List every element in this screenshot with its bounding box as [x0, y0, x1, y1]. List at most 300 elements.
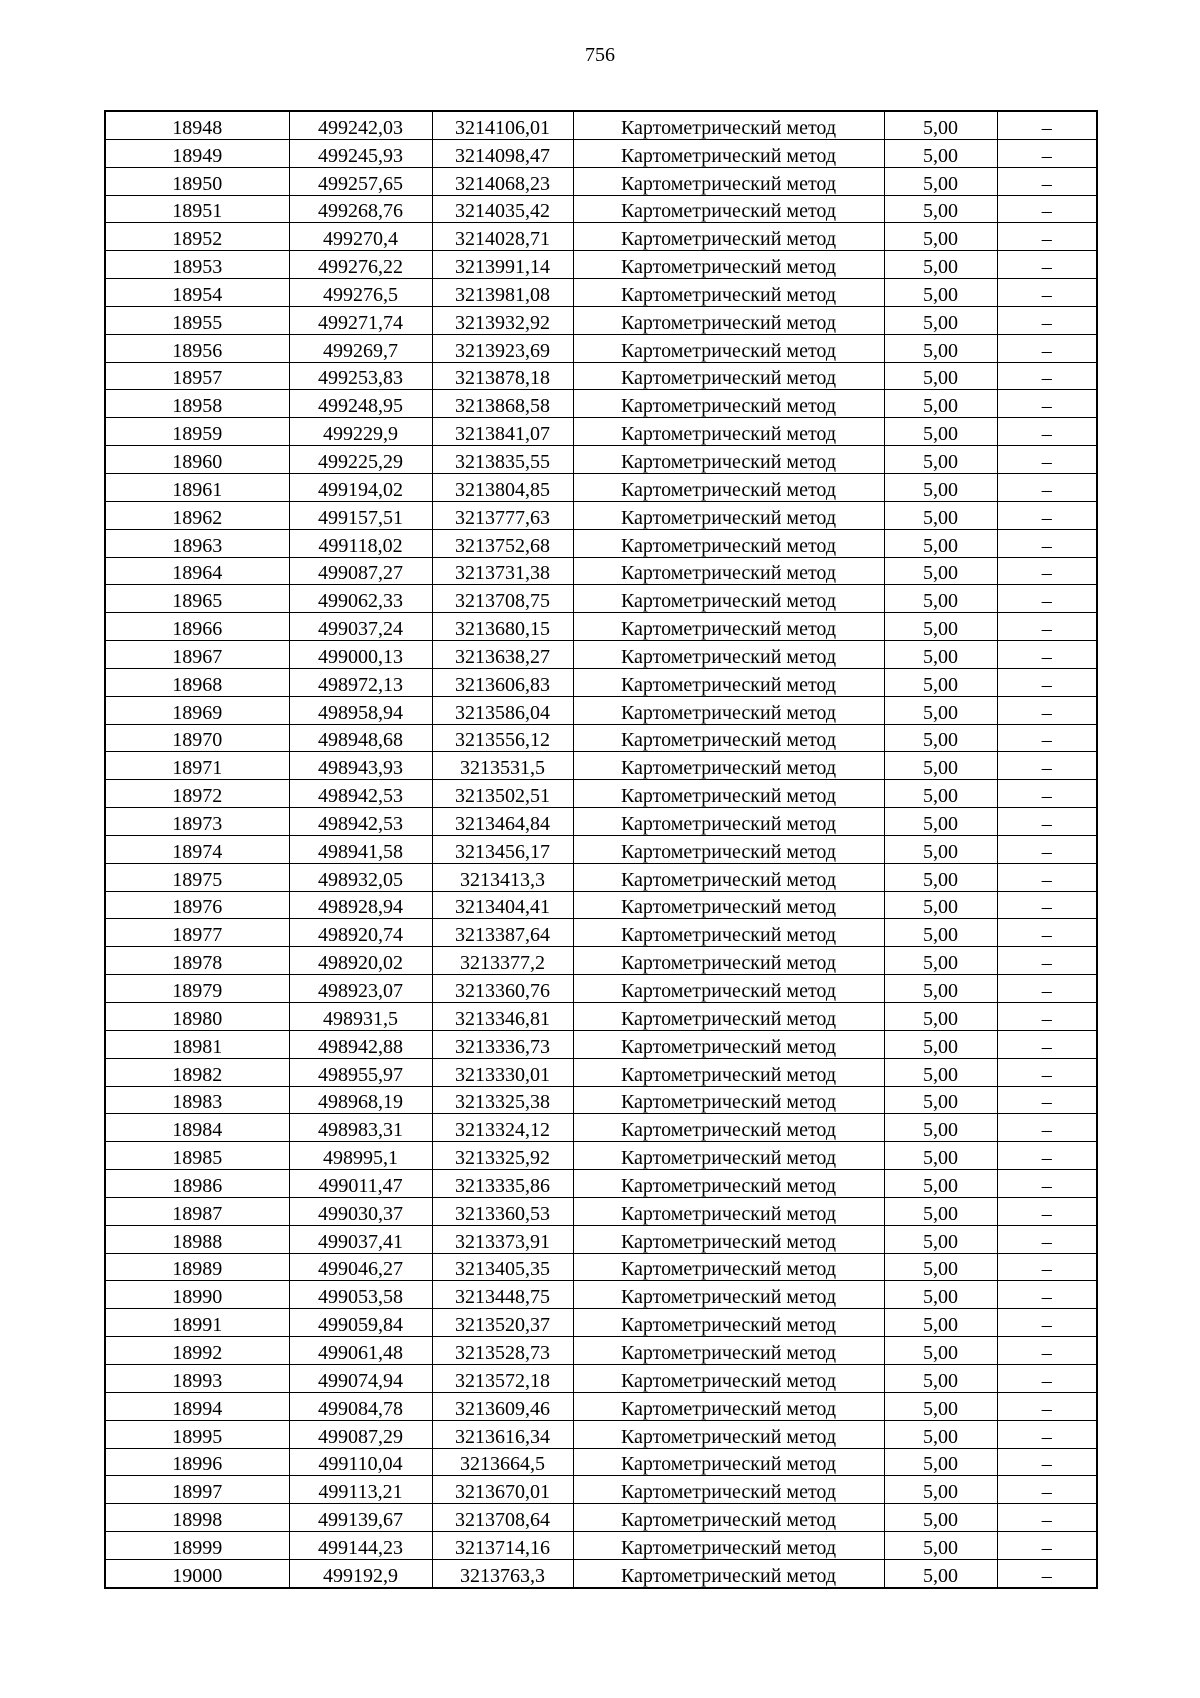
- method-cell: Картометрический метод: [573, 863, 884, 891]
- method-cell: Картометрический метод: [573, 362, 884, 390]
- y-coordinate-cell: 3213346,81: [432, 1003, 573, 1031]
- dash-cell: –: [997, 752, 1097, 780]
- method-cell: Картометрический метод: [573, 1559, 884, 1587]
- method-cell: Картометрический метод: [573, 390, 884, 418]
- point-number-cell: 18963: [105, 529, 289, 557]
- table-row: [105, 808, 1097, 836]
- method-cell: Картометрический метод: [573, 1420, 884, 1448]
- point-number-cell: 18950: [105, 167, 289, 195]
- x-coordinate-cell: 499030,37: [289, 1197, 432, 1225]
- accuracy-cell: 5,00: [884, 1058, 997, 1086]
- table-row: [105, 780, 1097, 808]
- y-coordinate-cell: 3213528,73: [432, 1337, 573, 1365]
- x-coordinate-cell: 499087,29: [289, 1420, 432, 1448]
- x-coordinate-cell: 499110,04: [289, 1448, 432, 1476]
- dash-cell: –: [997, 668, 1097, 696]
- x-coordinate-cell: 498995,1: [289, 1142, 432, 1170]
- method-cell: Картометрический метод: [573, 1504, 884, 1532]
- table-row: [105, 1532, 1097, 1560]
- x-coordinate-cell: 499248,95: [289, 390, 432, 418]
- x-coordinate-cell: 498920,02: [289, 947, 432, 975]
- dash-cell: –: [997, 1225, 1097, 1253]
- y-coordinate-cell: 3213405,35: [432, 1253, 573, 1281]
- method-cell: Картометрический метод: [573, 696, 884, 724]
- method-cell: Картометрический метод: [573, 1114, 884, 1142]
- point-number-cell: 18988: [105, 1225, 289, 1253]
- dash-cell: –: [997, 1003, 1097, 1031]
- table-row: [105, 473, 1097, 501]
- y-coordinate-cell: 3214035,42: [432, 195, 573, 223]
- point-number-cell: 18961: [105, 473, 289, 501]
- table-row: [105, 1420, 1097, 1448]
- y-coordinate-cell: 3213324,12: [432, 1114, 573, 1142]
- accuracy-cell: 5,00: [884, 1253, 997, 1281]
- y-coordinate-cell: 3213991,14: [432, 251, 573, 279]
- accuracy-cell: 5,00: [884, 1142, 997, 1170]
- dash-cell: –: [997, 808, 1097, 836]
- point-number-cell: 18974: [105, 835, 289, 863]
- x-coordinate-cell: 498948,68: [289, 724, 432, 752]
- x-coordinate-cell: 499276,5: [289, 279, 432, 307]
- point-number-cell: 18990: [105, 1281, 289, 1309]
- x-coordinate-cell: 499225,29: [289, 446, 432, 474]
- y-coordinate-cell: 3213502,51: [432, 780, 573, 808]
- point-number-cell: 18948: [105, 111, 289, 139]
- point-number-cell: 18975: [105, 863, 289, 891]
- method-cell: Картометрический метод: [573, 1003, 884, 1031]
- accuracy-cell: 5,00: [884, 1504, 997, 1532]
- dash-cell: –: [997, 1058, 1097, 1086]
- y-coordinate-cell: 3214028,71: [432, 223, 573, 251]
- table-body: [105, 111, 1097, 1588]
- x-coordinate-cell: 499144,23: [289, 1532, 432, 1560]
- y-coordinate-cell: 3213531,5: [432, 752, 573, 780]
- y-coordinate-cell: 3213330,01: [432, 1058, 573, 1086]
- dash-cell: –: [997, 975, 1097, 1003]
- dash-cell: –: [997, 1114, 1097, 1142]
- point-number-cell: 18986: [105, 1170, 289, 1198]
- table-row: [105, 1309, 1097, 1337]
- method-cell: Картометрический метод: [573, 195, 884, 223]
- table-row: [105, 529, 1097, 557]
- method-cell: Картометрический метод: [573, 1476, 884, 1504]
- dash-cell: –: [997, 1337, 1097, 1365]
- y-coordinate-cell: 3213464,84: [432, 808, 573, 836]
- table-row: [105, 167, 1097, 195]
- x-coordinate-cell: 498928,94: [289, 891, 432, 919]
- table-row: [105, 501, 1097, 529]
- dash-cell: –: [997, 167, 1097, 195]
- method-cell: Картометрический метод: [573, 891, 884, 919]
- dash-cell: –: [997, 501, 1097, 529]
- accuracy-cell: 5,00: [884, 863, 997, 891]
- dash-cell: –: [997, 473, 1097, 501]
- table-row: [105, 1559, 1097, 1587]
- point-number-cell: 19000: [105, 1559, 289, 1587]
- accuracy-cell: 5,00: [884, 1476, 997, 1504]
- x-coordinate-cell: 499053,58: [289, 1281, 432, 1309]
- accuracy-cell: 5,00: [884, 1532, 997, 1560]
- accuracy-cell: 5,00: [884, 1448, 997, 1476]
- x-coordinate-cell: 499059,84: [289, 1309, 432, 1337]
- accuracy-cell: 5,00: [884, 724, 997, 752]
- accuracy-cell: 5,00: [884, 947, 997, 975]
- table-row: [105, 251, 1097, 279]
- x-coordinate-cell: 498955,97: [289, 1058, 432, 1086]
- x-coordinate-cell: 499011,47: [289, 1170, 432, 1198]
- point-number-cell: 18953: [105, 251, 289, 279]
- dash-cell: –: [997, 641, 1097, 669]
- accuracy-cell: 5,00: [884, 306, 997, 334]
- x-coordinate-cell: 499087,27: [289, 557, 432, 585]
- y-coordinate-cell: 3213868,58: [432, 390, 573, 418]
- y-coordinate-cell: 3213777,63: [432, 501, 573, 529]
- table-row: [105, 1003, 1097, 1031]
- point-number-cell: 18952: [105, 223, 289, 251]
- x-coordinate-cell: 499253,83: [289, 362, 432, 390]
- method-cell: Картометрический метод: [573, 585, 884, 613]
- point-number-cell: 18978: [105, 947, 289, 975]
- dash-cell: –: [997, 1559, 1097, 1587]
- point-number-cell: 18996: [105, 1448, 289, 1476]
- table-row: [105, 668, 1097, 696]
- accuracy-cell: 5,00: [884, 1281, 997, 1309]
- table-row: [105, 891, 1097, 919]
- x-coordinate-cell: 498941,58: [289, 835, 432, 863]
- y-coordinate-cell: 3213708,75: [432, 585, 573, 613]
- y-coordinate-cell: 3213448,75: [432, 1281, 573, 1309]
- y-coordinate-cell: 3213638,27: [432, 641, 573, 669]
- accuracy-cell: 5,00: [884, 167, 997, 195]
- x-coordinate-cell: 499194,02: [289, 473, 432, 501]
- dash-cell: –: [997, 1364, 1097, 1392]
- method-cell: Картометрический метод: [573, 1142, 884, 1170]
- method-cell: Картометрический метод: [573, 1532, 884, 1560]
- accuracy-cell: 5,00: [884, 891, 997, 919]
- y-coordinate-cell: 3214106,01: [432, 111, 573, 139]
- x-coordinate-cell: 499037,24: [289, 613, 432, 641]
- accuracy-cell: 5,00: [884, 1337, 997, 1365]
- method-cell: Картометрический метод: [573, 724, 884, 752]
- x-coordinate-cell: 499046,27: [289, 1253, 432, 1281]
- table-row: [105, 1364, 1097, 1392]
- y-coordinate-cell: 3213520,37: [432, 1309, 573, 1337]
- dash-cell: –: [997, 1476, 1097, 1504]
- y-coordinate-cell: 3213664,5: [432, 1448, 573, 1476]
- method-cell: Картометрический метод: [573, 111, 884, 139]
- dash-cell: –: [997, 223, 1097, 251]
- y-coordinate-cell: 3214068,23: [432, 167, 573, 195]
- table-row: [105, 1281, 1097, 1309]
- dash-cell: –: [997, 279, 1097, 307]
- method-cell: Картометрический метод: [573, 1058, 884, 1086]
- point-number-cell: 18980: [105, 1003, 289, 1031]
- table-row: [105, 919, 1097, 947]
- point-number-cell: 18981: [105, 1030, 289, 1058]
- point-number-cell: 18967: [105, 641, 289, 669]
- table-row: [105, 752, 1097, 780]
- method-cell: Картометрический метод: [573, 975, 884, 1003]
- dash-cell: –: [997, 1504, 1097, 1532]
- point-number-cell: 18987: [105, 1197, 289, 1225]
- y-coordinate-cell: 3213387,64: [432, 919, 573, 947]
- dash-cell: –: [997, 1253, 1097, 1281]
- table-row: [105, 1030, 1097, 1058]
- y-coordinate-cell: 3213325,38: [432, 1086, 573, 1114]
- x-coordinate-cell: 499061,48: [289, 1337, 432, 1365]
- y-coordinate-cell: 3213981,08: [432, 279, 573, 307]
- accuracy-cell: 5,00: [884, 613, 997, 641]
- point-number-cell: 18976: [105, 891, 289, 919]
- x-coordinate-cell: 499139,67: [289, 1504, 432, 1532]
- y-coordinate-cell: 3213932,92: [432, 306, 573, 334]
- y-coordinate-cell: 3213731,38: [432, 557, 573, 585]
- dash-cell: –: [997, 251, 1097, 279]
- accuracy-cell: 5,00: [884, 641, 997, 669]
- accuracy-cell: 5,00: [884, 529, 997, 557]
- point-number-cell: 18989: [105, 1253, 289, 1281]
- method-cell: Картометрический метод: [573, 557, 884, 585]
- y-coordinate-cell: 3213586,04: [432, 696, 573, 724]
- accuracy-cell: 5,00: [884, 919, 997, 947]
- method-cell: Картометрический метод: [573, 473, 884, 501]
- y-coordinate-cell: 3213835,55: [432, 446, 573, 474]
- x-coordinate-cell: 499113,21: [289, 1476, 432, 1504]
- table-row: [105, 139, 1097, 167]
- accuracy-cell: 5,00: [884, 1559, 997, 1587]
- x-coordinate-cell: 499276,22: [289, 251, 432, 279]
- point-number-cell: 18955: [105, 306, 289, 334]
- method-cell: Картометрический метод: [573, 139, 884, 167]
- x-coordinate-cell: 498968,19: [289, 1086, 432, 1114]
- y-coordinate-cell: 3213708,64: [432, 1504, 573, 1532]
- point-number-cell: 18957: [105, 362, 289, 390]
- dash-cell: –: [997, 557, 1097, 585]
- accuracy-cell: 5,00: [884, 1420, 997, 1448]
- point-number-cell: 18995: [105, 1420, 289, 1448]
- dash-cell: –: [997, 1532, 1097, 1560]
- point-number-cell: 18979: [105, 975, 289, 1003]
- table-row: [105, 1058, 1097, 1086]
- y-coordinate-cell: 3213714,16: [432, 1532, 573, 1560]
- table-row: [105, 1476, 1097, 1504]
- coordinates-table: [104, 110, 1098, 1589]
- y-coordinate-cell: 3213413,3: [432, 863, 573, 891]
- point-number-cell: 18964: [105, 557, 289, 585]
- method-cell: Картометрический метод: [573, 1225, 884, 1253]
- method-cell: Картометрический метод: [573, 1086, 884, 1114]
- table-row: [105, 863, 1097, 891]
- table-row: [105, 223, 1097, 251]
- dash-cell: –: [997, 1281, 1097, 1309]
- point-number-cell: 18951: [105, 195, 289, 223]
- y-coordinate-cell: 3213763,3: [432, 1559, 573, 1587]
- table-row: [105, 613, 1097, 641]
- y-coordinate-cell: 3213609,46: [432, 1392, 573, 1420]
- point-number-cell: 18958: [105, 390, 289, 418]
- table-row: [105, 1170, 1097, 1198]
- table-row: [105, 362, 1097, 390]
- y-coordinate-cell: 3213804,85: [432, 473, 573, 501]
- table-row: [105, 696, 1097, 724]
- y-coordinate-cell: 3213360,76: [432, 975, 573, 1003]
- method-cell: Картометрический метод: [573, 1253, 884, 1281]
- dash-cell: –: [997, 306, 1097, 334]
- dash-cell: –: [997, 1170, 1097, 1198]
- point-number-cell: 18949: [105, 139, 289, 167]
- method-cell: Картометрический метод: [573, 1281, 884, 1309]
- accuracy-cell: 5,00: [884, 1309, 997, 1337]
- point-number-cell: 18997: [105, 1476, 289, 1504]
- y-coordinate-cell: 3213572,18: [432, 1364, 573, 1392]
- table-row: [105, 279, 1097, 307]
- accuracy-cell: 5,00: [884, 1364, 997, 1392]
- method-cell: Картометрический метод: [573, 668, 884, 696]
- method-cell: Картометрический метод: [573, 613, 884, 641]
- point-number-cell: 18954: [105, 279, 289, 307]
- dash-cell: –: [997, 529, 1097, 557]
- accuracy-cell: 5,00: [884, 251, 997, 279]
- x-coordinate-cell: 499242,03: [289, 111, 432, 139]
- y-coordinate-cell: 3213325,92: [432, 1142, 573, 1170]
- y-coordinate-cell: 3213336,73: [432, 1030, 573, 1058]
- table-row: [105, 1392, 1097, 1420]
- accuracy-cell: 5,00: [884, 390, 997, 418]
- method-cell: Картометрический метод: [573, 1197, 884, 1225]
- x-coordinate-cell: 499270,4: [289, 223, 432, 251]
- dash-cell: –: [997, 724, 1097, 752]
- accuracy-cell: 5,00: [884, 1003, 997, 1031]
- method-cell: Картометрический метод: [573, 1448, 884, 1476]
- accuracy-cell: 5,00: [884, 696, 997, 724]
- accuracy-cell: 5,00: [884, 808, 997, 836]
- dash-cell: –: [997, 1142, 1097, 1170]
- method-cell: Картометрический метод: [573, 808, 884, 836]
- y-coordinate-cell: 3213680,15: [432, 613, 573, 641]
- dash-cell: –: [997, 780, 1097, 808]
- table-row: [105, 195, 1097, 223]
- method-cell: Картометрический метод: [573, 167, 884, 195]
- x-coordinate-cell: 498942,53: [289, 808, 432, 836]
- y-coordinate-cell: 3213373,91: [432, 1225, 573, 1253]
- accuracy-cell: 5,00: [884, 195, 997, 223]
- method-cell: Картометрический метод: [573, 251, 884, 279]
- x-coordinate-cell: 499084,78: [289, 1392, 432, 1420]
- point-number-cell: 18983: [105, 1086, 289, 1114]
- accuracy-cell: 5,00: [884, 279, 997, 307]
- accuracy-cell: 5,00: [884, 223, 997, 251]
- y-coordinate-cell: 3214098,47: [432, 139, 573, 167]
- method-cell: Картометрический метод: [573, 1337, 884, 1365]
- x-coordinate-cell: 498923,07: [289, 975, 432, 1003]
- y-coordinate-cell: 3213878,18: [432, 362, 573, 390]
- point-number-cell: 18968: [105, 668, 289, 696]
- point-number-cell: 18991: [105, 1309, 289, 1337]
- x-coordinate-cell: 499118,02: [289, 529, 432, 557]
- x-coordinate-cell: 499268,76: [289, 195, 432, 223]
- table-row: [105, 1114, 1097, 1142]
- point-number-cell: 18973: [105, 808, 289, 836]
- x-coordinate-cell: 499000,13: [289, 641, 432, 669]
- x-coordinate-cell: 499271,74: [289, 306, 432, 334]
- dash-cell: –: [997, 334, 1097, 362]
- method-cell: Картометрический метод: [573, 306, 884, 334]
- dash-cell: –: [997, 1197, 1097, 1225]
- point-number-cell: 18982: [105, 1058, 289, 1086]
- x-coordinate-cell: 498920,74: [289, 919, 432, 947]
- x-coordinate-cell: 498931,5: [289, 1003, 432, 1031]
- dash-cell: –: [997, 195, 1097, 223]
- method-cell: Картометрический метод: [573, 1392, 884, 1420]
- accuracy-cell: 5,00: [884, 1392, 997, 1420]
- x-coordinate-cell: 498942,53: [289, 780, 432, 808]
- table-row: [105, 557, 1097, 585]
- x-coordinate-cell: 498972,13: [289, 668, 432, 696]
- accuracy-cell: 5,00: [884, 752, 997, 780]
- accuracy-cell: 5,00: [884, 668, 997, 696]
- table-row: [105, 1086, 1097, 1114]
- point-number-cell: 18970: [105, 724, 289, 752]
- dash-cell: –: [997, 919, 1097, 947]
- table-row: [105, 975, 1097, 1003]
- point-number-cell: 18960: [105, 446, 289, 474]
- x-coordinate-cell: 498983,31: [289, 1114, 432, 1142]
- accuracy-cell: 5,00: [884, 1114, 997, 1142]
- method-cell: Картометрический метод: [573, 1170, 884, 1198]
- point-number-cell: 18969: [105, 696, 289, 724]
- y-coordinate-cell: 3213404,41: [432, 891, 573, 919]
- dash-cell: –: [997, 835, 1097, 863]
- x-coordinate-cell: 499074,94: [289, 1364, 432, 1392]
- accuracy-cell: 5,00: [884, 585, 997, 613]
- accuracy-cell: 5,00: [884, 139, 997, 167]
- dash-cell: –: [997, 947, 1097, 975]
- point-number-cell: 18994: [105, 1392, 289, 1420]
- y-coordinate-cell: 3213360,53: [432, 1197, 573, 1225]
- method-cell: Картометрический метод: [573, 529, 884, 557]
- y-coordinate-cell: 3213606,83: [432, 668, 573, 696]
- accuracy-cell: 5,00: [884, 835, 997, 863]
- point-number-cell: 18956: [105, 334, 289, 362]
- method-cell: Картометрический метод: [573, 223, 884, 251]
- table-row: [105, 947, 1097, 975]
- x-coordinate-cell: 498942,88: [289, 1030, 432, 1058]
- point-number-cell: 18972: [105, 780, 289, 808]
- x-coordinate-cell: 499257,65: [289, 167, 432, 195]
- method-cell: Картометрический метод: [573, 752, 884, 780]
- accuracy-cell: 5,00: [884, 362, 997, 390]
- accuracy-cell: 5,00: [884, 1030, 997, 1058]
- dash-cell: –: [997, 1086, 1097, 1114]
- table-row: [105, 1337, 1097, 1365]
- dash-cell: –: [997, 613, 1097, 641]
- method-cell: Картометрический метод: [573, 835, 884, 863]
- accuracy-cell: 5,00: [884, 780, 997, 808]
- dash-cell: –: [997, 139, 1097, 167]
- table-row: [105, 641, 1097, 669]
- accuracy-cell: 5,00: [884, 557, 997, 585]
- point-number-cell: 18998: [105, 1504, 289, 1532]
- table-row: [105, 1448, 1097, 1476]
- accuracy-cell: 5,00: [884, 418, 997, 446]
- y-coordinate-cell: 3213841,07: [432, 418, 573, 446]
- dash-cell: –: [997, 1030, 1097, 1058]
- method-cell: Картометрический метод: [573, 418, 884, 446]
- table-row: [105, 1253, 1097, 1281]
- table-row: [105, 835, 1097, 863]
- y-coordinate-cell: 3213670,01: [432, 1476, 573, 1504]
- x-coordinate-cell: 499157,51: [289, 501, 432, 529]
